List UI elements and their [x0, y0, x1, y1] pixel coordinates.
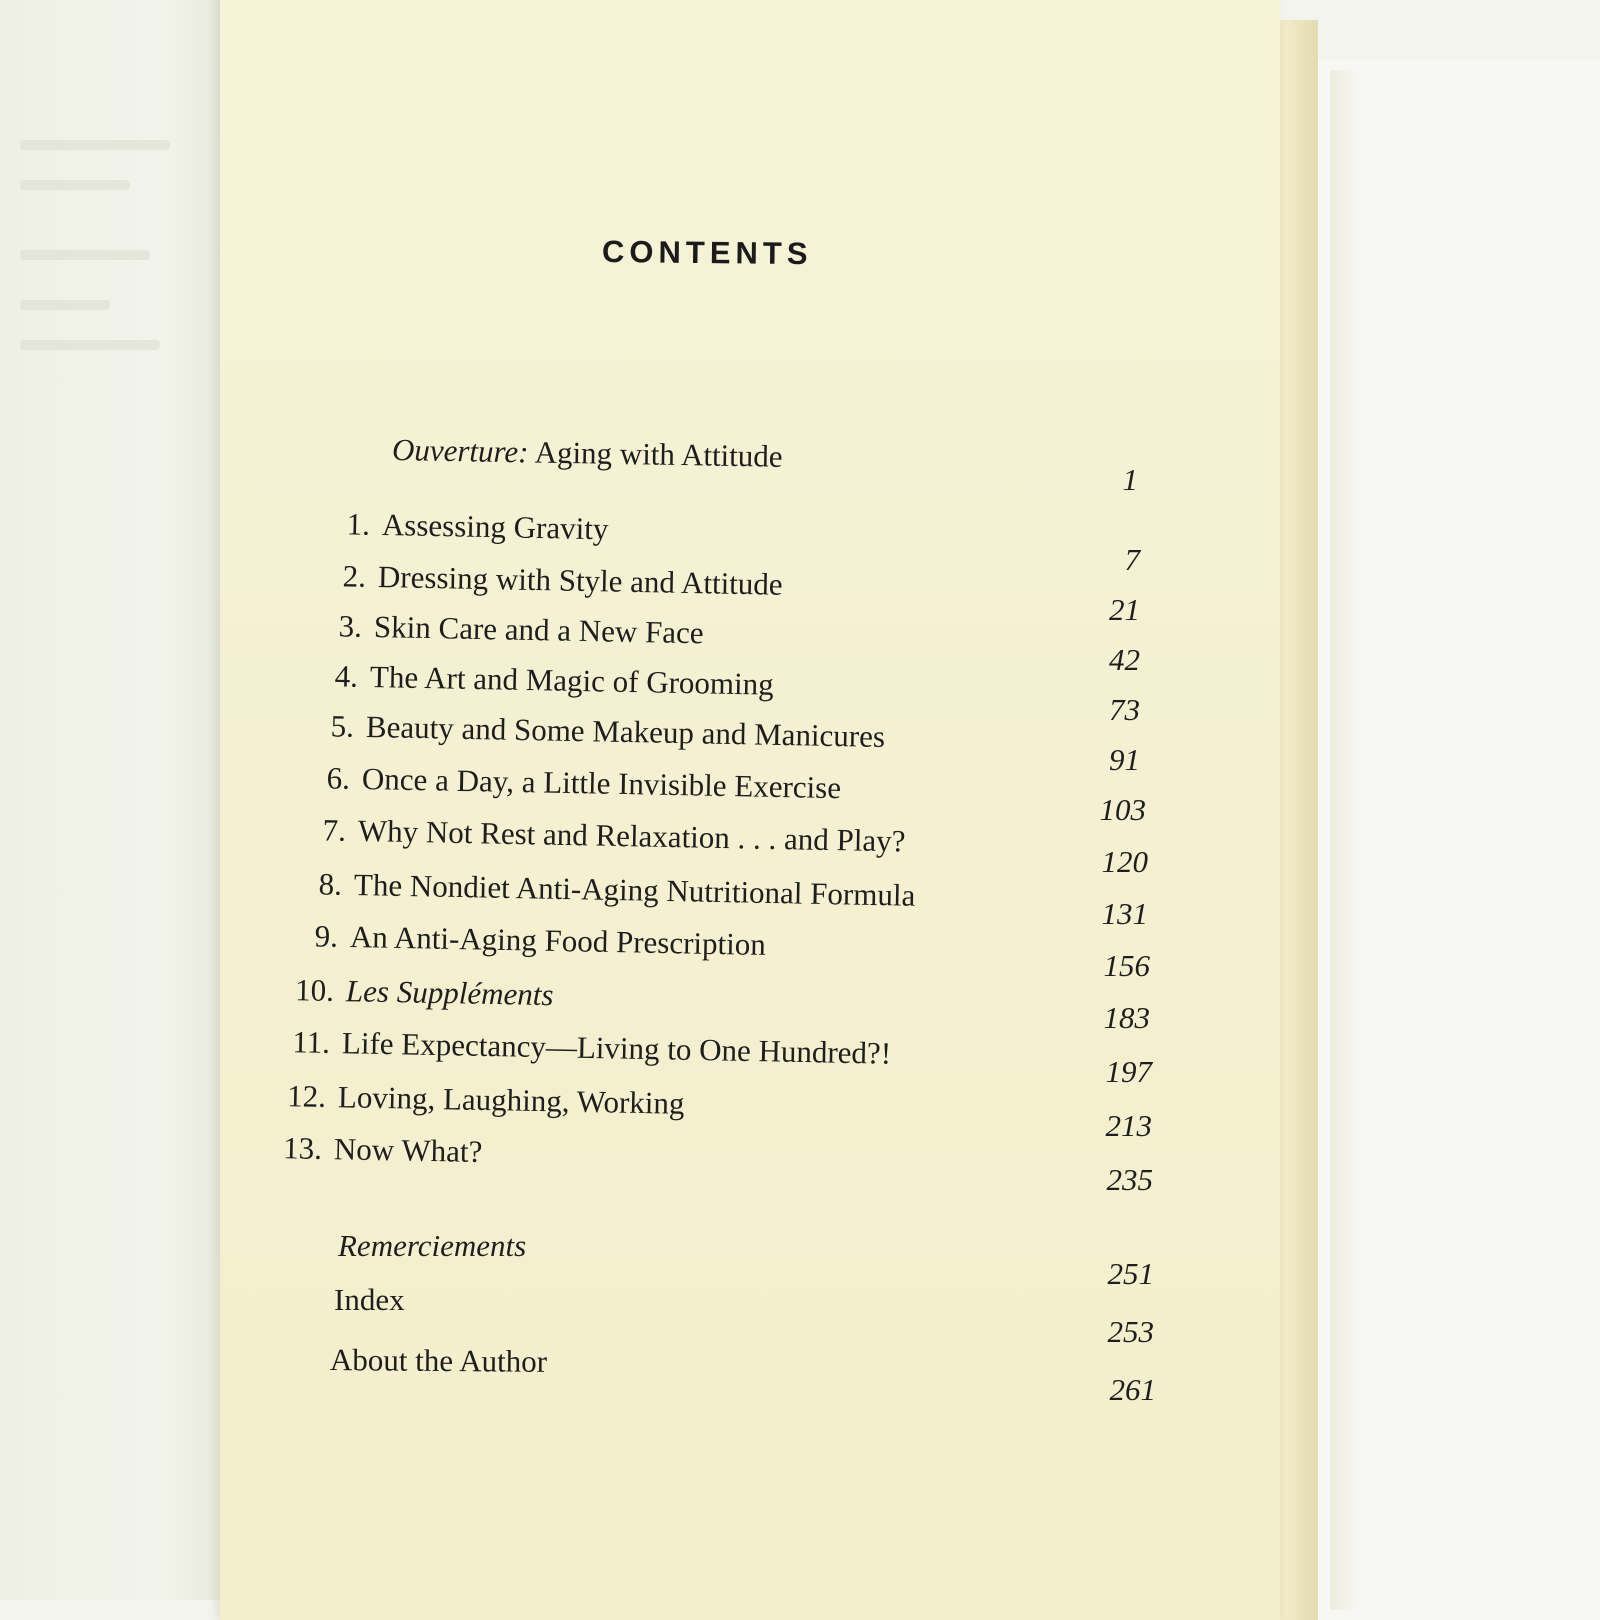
entry-number: 6. — [326, 760, 351, 796]
entry-number: 11. — [292, 1024, 331, 1060]
page-number: 235 — [1106, 1162, 1153, 1197]
entry-title: Beauty and Some Makeup and Manicures — [365, 709, 886, 754]
entry-prefix: Ouverture: — [391, 432, 529, 470]
entry-title: An Anti-Aging Food Prescription — [349, 919, 767, 962]
page-number: 183 — [1103, 1000, 1150, 1035]
cover-edge — [1330, 70, 1360, 1610]
ghost-line — [20, 300, 110, 310]
page-number: 103 — [1099, 792, 1146, 827]
toc-entry — [272, 1130, 483, 1170]
page-number: 261 — [1109, 1372, 1156, 1407]
page-number: 1 — [1122, 462, 1138, 497]
entry-number: 12. — [286, 1078, 327, 1114]
entry-title: Why Not Rest and Relaxation . . . and Play? — [357, 813, 906, 859]
entry-number: 2. — [342, 558, 367, 594]
entry-number: 4. — [334, 658, 359, 694]
entry-title: Loving, Laughing, Working — [337, 1079, 685, 1121]
entry-number: 10. — [294, 972, 335, 1008]
entry-title: Now What? — [333, 1131, 483, 1170]
page-number: 120 — [1101, 844, 1148, 879]
entry-title: Les Suppléments — [345, 973, 554, 1013]
toc-entry: Index — [334, 1282, 405, 1317]
toc-entry — [392, 432, 783, 475]
toc-entry — [322, 608, 704, 651]
page-number: 42 — [1109, 642, 1140, 677]
page-title: CONTENTS — [601, 234, 813, 272]
page-number: 73 — [1109, 692, 1140, 727]
ghost-line — [20, 250, 150, 260]
entry-title: Once a Day, a Little Invisible Exercise — [361, 761, 842, 806]
entry-title: Life Expectancy—Living to One Hundred?! — [341, 1025, 892, 1071]
entry-number: 5. — [330, 708, 355, 744]
page-number: 21 — [1109, 592, 1140, 627]
ghost-line — [20, 340, 160, 350]
entry-title: Aging with Attitude — [534, 434, 783, 474]
entry-number: 1. — [346, 506, 371, 542]
toc-entry — [330, 506, 609, 547]
page-number: 213 — [1105, 1108, 1152, 1143]
toc-entry: About the Author — [329, 1342, 548, 1379]
entry-title: Dressing with Style and Attitude — [377, 559, 783, 602]
entry-title: The Art and Magic of Grooming — [369, 659, 775, 702]
page-number: 131 — [1101, 896, 1148, 931]
page-number: 197 — [1105, 1054, 1152, 1089]
facing-page — [0, 0, 230, 1600]
page-number: 156 — [1103, 948, 1150, 983]
toc-entry: Remerciements — [338, 1228, 527, 1263]
page-number: 7 — [1124, 542, 1140, 577]
entry-title: Assessing Gravity — [381, 507, 609, 547]
entry-number: 13. — [282, 1130, 323, 1166]
entry-number: 8. — [318, 866, 343, 902]
ghost-line — [20, 140, 170, 150]
page-number: 251 — [1107, 1256, 1154, 1291]
entry-number: 9. — [314, 918, 339, 954]
entry-title: Skin Care and a New Face — [373, 609, 704, 651]
entry-title: The Nondiet Anti-Aging Nutritional Formula — [353, 867, 916, 913]
entry-number: 7. — [322, 812, 347, 848]
page-number: 91 — [1109, 742, 1140, 777]
toc-entry — [284, 972, 554, 1013]
entry-number: 3. — [338, 608, 363, 644]
page-number: 253 — [1107, 1314, 1154, 1349]
ghost-line — [20, 180, 130, 190]
